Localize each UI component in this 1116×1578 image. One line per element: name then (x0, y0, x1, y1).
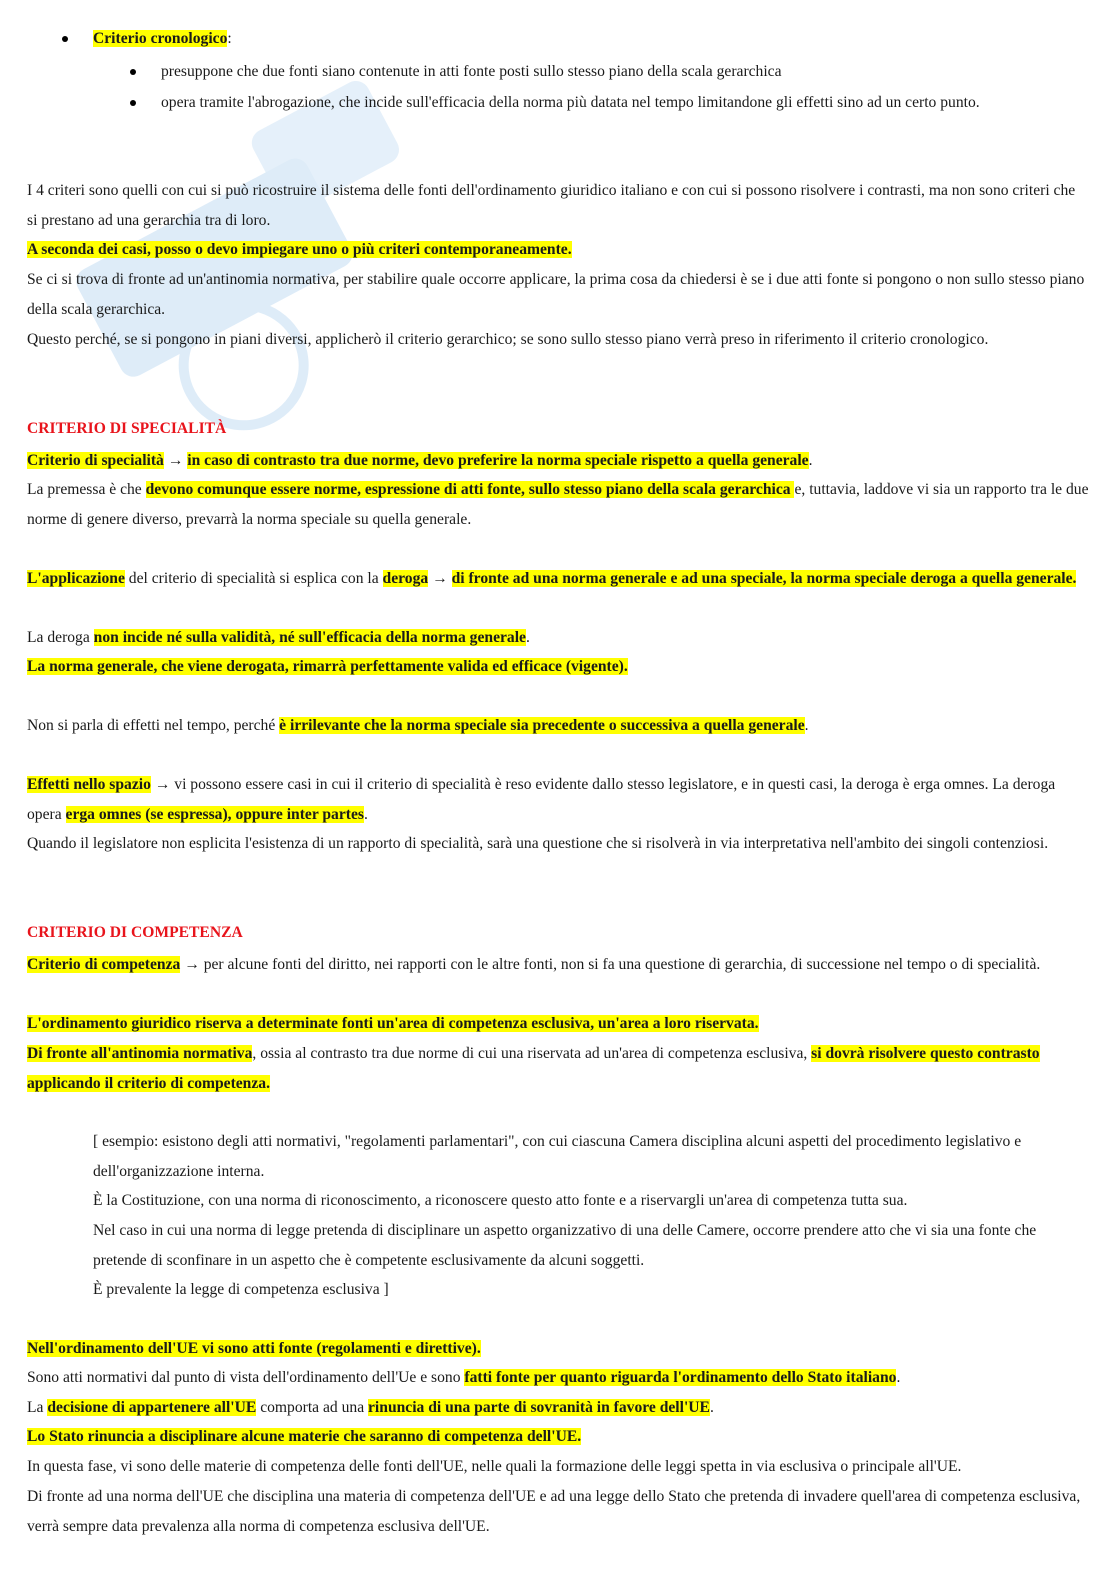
paragraph-specialita-def: Criterio di specialità → in caso di contrasto tra due norme, devo preferire la norma speciale rispetto a quella generale. (27, 452, 813, 469)
bullet-marker (130, 100, 136, 106)
paragraph-quattro-criteri: I 4 criteri sono quelli con cui si può ricostruire il sistema delle fonti dell'ordinamento giuridico italiano e con cui si possono risolvere i contrasti, ma non sono criteri che si prestano ad una gerarchia tra di loro. (27, 182, 1076, 229)
paragraph-legislatore: Quando il legislatore non esplicita l'esistenza di un rapporto di specialità, sarà una questione che si risolverà in via interpretativa nell'ambito dei singoli contenziosi. (27, 835, 1049, 852)
paragraph-questo-perche: Questo perché, se si pongono in piani diversi, applicherò il criterio gerarchico; se sono sullo stesso piano verrà preso in riferimento il criterio cronologico. (27, 331, 989, 348)
example-line-1: [ esempio: esistono degli atti normativi, "regolamenti parlamentari", con cui ciascuna Camera disciplina alcuni aspetti del procedimento legislativo e dell'organizzazione interna. (93, 1133, 1022, 1180)
example-line-4: È prevalente la legge di competenza esclusiva ] (93, 1281, 389, 1298)
paragraph-competenza-def: Criterio di competenza → per alcune fonti del diritto, nei rapporti con le altre fonti, non si fa una questione di gerarchia, di successione nel tempo o di specialità. (27, 956, 1041, 973)
bullet-marker (62, 36, 68, 42)
arrow-icon: → (154, 776, 171, 793)
arrow-icon: → (432, 570, 448, 587)
paragraph-premessa: La premessa è che devono comunque essere norme, espressione di atti fonte, sullo stesso piano della scala gerarchica e, tuttavia, laddove vi sia un rapporto tra le due norme di genere diverso, prevarrà la norma speciale su quella generale. (27, 481, 1089, 528)
sub-bullet-presuppone: presuppone che due fonti siano contenute in atti fonte posti sullo stesso piano della scala gerarchica (161, 63, 782, 80)
paragraph-ordinamento-riserva: L'ordinamento giuridico riserva a determinate fonti un'area di competenza esclusiva, un'area a loro riservata. (27, 1015, 759, 1032)
paragraph-ue-decisione: La decisione di appartenere all'UE comporta ad una rinuncia di una parte di sovranità in favore dell'UE. (27, 1399, 714, 1416)
paragraph-ue-prevalenza: Di fronte ad una norma dell'UE che disciplina una materia di competenza dell'UE e ad una legge dello Stato che pretenda di invadere quell'area di competenza esclusiva, verrà sempre data prevalenza alla norma di competenza esclusiva dell'UE. (27, 1488, 1081, 1535)
heading-criterio-competenza: CRITERIO DI COMPETENZA (27, 924, 243, 941)
paragraph-deroga: La deroga non incide né sulla validità, né sull'efficacia della norma generale. (27, 629, 530, 646)
paragraph-ue-atti: Nell'ordinamento dell'UE vi sono atti fonte (regolamenti e direttive). (27, 1340, 481, 1357)
example-line-3: Nel caso in cui una norma di legge pretenda di disciplinare un aspetto organizzativo di una delle Camere, occorre prendere atto che vi sia una fonte che pretende di sconfinare in un aspetto che è competente esclusivamente da alcuni soggetti. (93, 1222, 1037, 1269)
paragraph-ue-rinuncia: Lo Stato rinuncia a disciplinare alcune materie che saranno di competenza dell'UE. (27, 1428, 582, 1445)
paragraph-effetti-tempo: Non si parla di effetti nel tempo, perché è irrilevante che la norma speciale sia precedente o successiva a quella generale. (27, 717, 809, 734)
example-line-2: È la Costituzione, con una norma di riconoscimento, a riconoscere questo atto fonte e a riservargli un'area di competenza tutta sua. (93, 1192, 908, 1209)
paragraph-ue-fatti-fonte: Sono atti normativi dal punto di vista dell'ordinamento dell'Ue e sono fatti fonte per quanto riguarda l'ordinamento dello Stato italiano. (27, 1369, 901, 1386)
paragraph-antinomia: Se ci si trova di fronte ad un'antinomia normativa, per stabilire quale occorre applicare, la prima cosa da chiedersi è se i due atti fonte si pongono o non sullo stesso piano della scala gerarchica. (27, 271, 1085, 318)
bullet-marker (130, 69, 136, 75)
paragraph-effetti-spazio: Effetti nello spazio → vi possono essere casi in cui il criterio di specialità è reso evidente dallo stesso legislatore, e in questi casi, la deroga è erga omnes. La deroga opera erga omnes (se espressa), oppure inter partes. (27, 776, 1056, 823)
bullet-criterio-cronologico: Criterio cronologico: (93, 30, 232, 47)
arrow-icon: → (184, 956, 200, 973)
paragraph-applicazione: L'applicazione del criterio di specialità si esplica con la deroga → di fronte ad una norma generale e ad una speciale, la norma speciale deroga a quella generale. (27, 570, 1077, 587)
paragraph-antinomia-competenza: Di fronte all'antinomia normativa, ossia al contrasto tra due norme di cui una riservata ad un'area di competenza esclusiva, si dovrà risolvere questo contrasto applicando il criterio di competenza. (27, 1045, 1040, 1092)
paragraph-highlight-casi: A seconda dei casi, posso o devo impiegare uno o più criteri contemporaneamente. (27, 241, 572, 258)
paragraph-ue-materie: In questa fase, vi sono delle materie di competenza delle fonti dell'UE, nelle quali la formazione delle leggi spetta in via esclusiva o principale all'UE. (27, 1458, 962, 1475)
heading-criterio-specialita: CRITERIO DI SPECIALITÀ (27, 420, 227, 437)
sub-bullet-abrogazione: opera tramite l'abrogazione, che incide sull'efficacia della norma più datata nel tempo limitandone gli effetti sino ad un certo punto. (161, 94, 980, 111)
arrow-icon: → (167, 452, 184, 469)
paragraph-norma-generale: La norma generale, che viene derogata, rimarrà perfettamente valida ed efficace (vigente). (27, 658, 628, 675)
